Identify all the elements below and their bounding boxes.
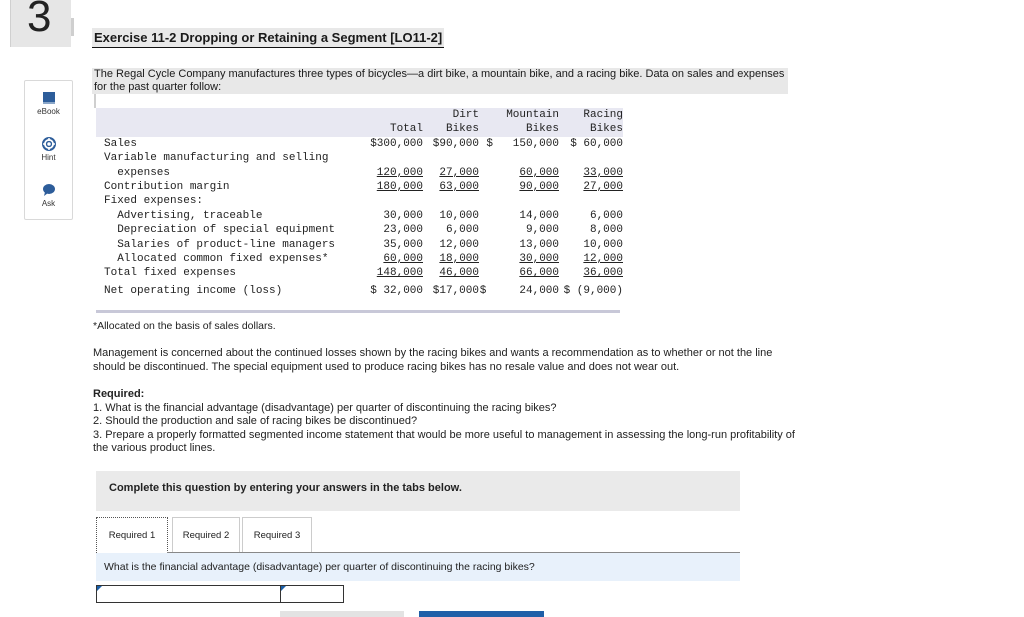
ebook-button[interactable]: [25, 81, 72, 127]
answer-amount-input[interactable]: [286, 587, 344, 603]
table-row: Allocated common fixed expenses* 60,000 18,000 30,000 12,000: [104, 253, 623, 266]
answer-label-input[interactable]: [101, 587, 281, 603]
intro-marker: [94, 94, 96, 108]
table-row: Contribution margin 180,000 63,000 90,000 27,000: [104, 181, 623, 194]
header-mtn-line1: Mountain: [479, 108, 559, 122]
required-item-2: 2. Should the production and sale of racing bikes be discontinued?: [93, 415, 418, 427]
answer-row: [96, 585, 344, 603]
tab-question-box: [96, 553, 740, 581]
tab-required-1[interactable]: Required 1: [96, 517, 168, 553]
tab-required-3[interactable]: Required 3: [242, 517, 312, 553]
table-row: Fixed expenses:: [104, 195, 204, 208]
footnote: *Allocated on the basis of sales dollars.: [93, 320, 276, 332]
question-divider: [71, 18, 74, 36]
header-dirt-line2: Bikes: [423, 122, 479, 136]
table-row: Total fixed expenses 148,000 46,000 66,000 36,000: [104, 267, 623, 280]
required-item-3: 3. Prepare a properly formatted segmented income statement that would be more useful to management in assessing the long-run profitability of the various product lines.: [93, 428, 795, 454]
book-icon: [42, 91, 56, 105]
exercise-intro: The Regal Cycle Company manufactures three types of bicycles—a dirt bike, a mountain bike, and a racing bike. Data on sales and expenses for the past quarter follow:: [92, 68, 788, 94]
table-header-row-2: [96, 122, 623, 136]
chat-icon: [42, 183, 56, 197]
instructions-banner: [96, 471, 740, 511]
header-race-line1: Racing: [559, 108, 623, 122]
question-number-box: [10, 0, 71, 47]
ebook-label: eBook: [37, 107, 60, 116]
question-number: 3: [27, 0, 52, 41]
table-row: Net operating income (loss) $ 32,000 $17,000 $ 24,000 $ (9,000): [104, 285, 623, 298]
required-section: [93, 388, 798, 456]
table-row: expenses 120,000 27,000 60,000 33,000: [104, 166, 623, 179]
life-ring-icon: [42, 137, 56, 151]
management-paragraph: Management is concerned about the continued losses shown by the racing bikes and wants a recommendation as to whether or not the line should be discontinued. The special equipment used to produce racing bikes has no resale value and does not wear out.: [93, 347, 773, 373]
table-row: Variable manufacturing and selling: [104, 152, 329, 165]
sidebar: [24, 80, 73, 220]
header-total: Total: [367, 122, 423, 136]
ask-label: Ask: [41, 199, 56, 208]
previous-button[interactable]: [280, 611, 404, 617]
required-heading: Required:: [93, 388, 145, 400]
table-header-row-1: [96, 108, 623, 122]
ask-button[interactable]: [25, 173, 72, 219]
header-race-line2: Bikes: [559, 122, 623, 136]
header-mtn-line2: Bikes: [479, 122, 559, 136]
tab-question-text: What is the financial advantage (disadvantage) per quarter of discontinuing the racing bikes?: [104, 561, 535, 573]
instructions-text: Complete this question by entering your answers in the tabs below.: [109, 482, 462, 494]
next-button[interactable]: [419, 611, 544, 617]
table-row: Salaries of product-line managers 35,000 12,000 13,000 10,000: [104, 238, 623, 251]
table-row: Advertising, traceable 30,000 10,000 14,000 6,000: [104, 209, 623, 222]
table-bottom-rule: [96, 310, 620, 313]
hint-label: Hint: [41, 153, 56, 162]
table-row: Sales $300,000 $90,000 $ 150,000 $ 60,000: [104, 137, 623, 150]
required-item-1: 1. What is the financial advantage (disadvantage) per quarter of discontinuing the racing bikes?: [93, 401, 557, 414]
income-statement-table: [96, 108, 623, 299]
header-dirt-line1: Dirt: [423, 108, 479, 122]
table-row: Depreciation of special equipment 23,000 6,000 9,000 8,000: [104, 224, 623, 237]
tab-required-2[interactable]: Required 2: [172, 517, 240, 553]
exercise-title: Exercise 11-2 Dropping or Retaining a Segment [LO11-2]: [92, 28, 444, 48]
hint-button[interactable]: [25, 127, 72, 173]
